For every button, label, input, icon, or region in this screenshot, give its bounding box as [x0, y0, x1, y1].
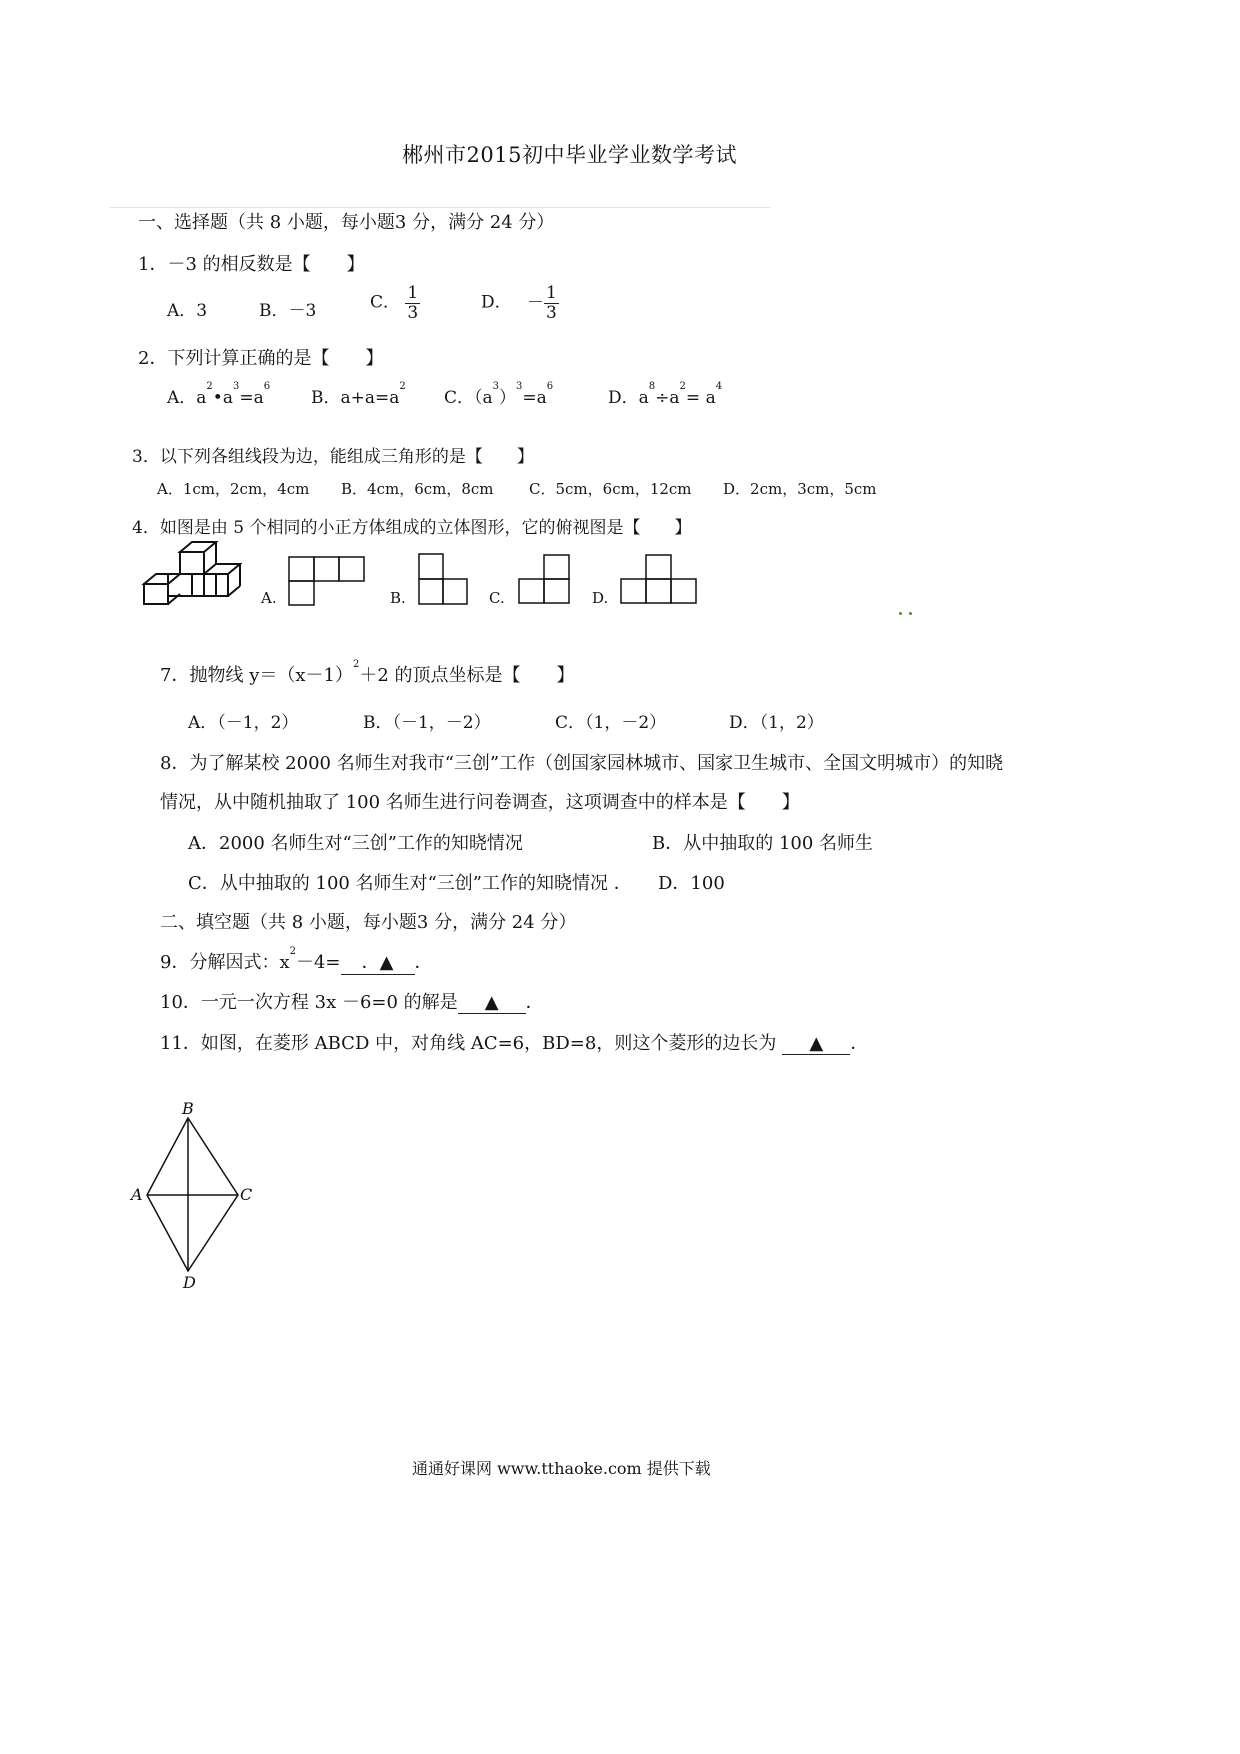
question-3-stem: 3．以下列各组线段为边，能组成三角形的是【 】 — [132, 447, 534, 467]
q8-option-d: D．100 — [658, 873, 725, 894]
question-10: 10．一元一次方程 3x －6=0 的解是 ▲ ． — [160, 992, 544, 1013]
vertex-label-c: C — [240, 1185, 253, 1204]
q1-option-c-label: C． — [370, 292, 401, 313]
q1-option-a: A．3 — [167, 301, 208, 321]
footer-credit: 通通好课网 www.tthaoke.com 提供下载 — [412, 1459, 711, 1478]
q10-answer-blank: ▲ — [458, 992, 526, 1014]
q7-option-c: C．（1，－2） — [555, 713, 667, 733]
q7-option-a: A．（－1，2） — [188, 713, 299, 733]
question-8-line-2: 情况，从中随机抽取了 100 名师生进行问卷调查，这项调查中的样本是【 】 — [160, 792, 800, 813]
question-2-stem: 2．下列计算正确的是【 】 — [138, 348, 384, 369]
q8-option-c: C．从中抽取的 100 名师生对“三创”工作的知晓情况 ． — [188, 873, 632, 894]
rhombus-figure — [128, 1098, 268, 1288]
q8-option-a: A．2000 名师生对“三创”工作的知晓情况 — [188, 833, 523, 854]
q1-option-d-sign: － — [527, 292, 545, 313]
q8-option-b: B．从中抽取的 100 名师生 — [652, 833, 874, 854]
q1-option-c-fraction: $\frac{1}{3}$ — [407, 283, 419, 323]
q4-option-b-grid — [418, 553, 470, 605]
vertex-label-d: D — [183, 1273, 196, 1288]
q1-option-c — [370, 284, 420, 322]
q4-option-a-grid — [288, 556, 366, 606]
question-9: 9．分解因式：$x^2-4=$ ．▲ ． — [160, 946, 433, 973]
question-1-stem: 1．－3 的相反数是【 】 — [138, 254, 365, 275]
q11-answer-blank: ▲ — [782, 1033, 850, 1055]
q1-option-b: B．－3 — [259, 301, 317, 321]
q2-option-a: A．$a^2•a^3=a^6$ — [167, 381, 271, 408]
vertex-label-a: A — [131, 1185, 143, 1204]
q4-option-a-label: A. — [261, 589, 277, 607]
q4-option-d-grid — [620, 554, 698, 606]
q3-option-a: A．1cm，2cm，4cm — [157, 480, 310, 498]
q2-option-d: D．$a^8\div a^2= a^4$ — [608, 381, 723, 408]
scan-speck — [899, 612, 902, 615]
question-8-line-1: 8．为了解某校 2000 名师生对我市“三创”工作（创国家园林城市、国家卫生城市、全国文明城市）的知晓 — [160, 753, 1004, 774]
q4-option-c-label: C. — [489, 589, 505, 607]
cube-solid-figure — [140, 540, 242, 606]
q7-option-b: B．（－1，－2） — [363, 713, 491, 733]
question-11: 11．如图，在菱形 ABCD 中，对角线 AC=6，BD=8，则这个菱形的边长为 ▲ ． — [160, 1033, 869, 1054]
section-heading-choice: 一、选择题（共 8 小题，每小题3 分，满分 24 分） — [138, 212, 555, 233]
q3-option-c: C．5cm，6cm，12cm — [529, 480, 692, 498]
q1-option-d — [481, 284, 559, 322]
q4-option-c-grid — [518, 554, 572, 606]
q4-option-b-label: B. — [390, 589, 406, 607]
q3-option-d: D．2cm，3cm，5cm — [723, 480, 877, 498]
q1-option-d-fraction: $\frac{1}{3}$ — [546, 283, 557, 323]
q2-option-b: B．$a+a=a^2$ — [311, 381, 406, 408]
vertex-label-b: B — [182, 1099, 194, 1118]
question-4-stem: 4．如图是由 5 个相同的小正方体组成的立体图形，它的俯视图是【 】 — [132, 518, 692, 538]
q3-option-b: B．4cm，6cm，8cm — [341, 480, 494, 498]
scan-speck — [909, 612, 912, 615]
q7-option-d: D．（1，2） — [729, 713, 824, 733]
q1-option-d-label: D． — [481, 292, 512, 313]
section-heading-fill-in: 二、填空题（共 8 小题，每小题3 分，满分 24 分） — [160, 912, 577, 933]
q9-answer-blank: ．▲ — [341, 948, 415, 975]
q4-option-d-label: D. — [592, 589, 609, 607]
q2-option-c: C．$(a^3)^3=a^6$ — [444, 381, 554, 408]
question-7-stem: 7．抛物线 $y=(x-1)^2+2$ 的顶点坐标是【 】 — [160, 659, 575, 686]
page-title: 郴州市2015初中毕业学业数学考试 — [402, 143, 737, 167]
